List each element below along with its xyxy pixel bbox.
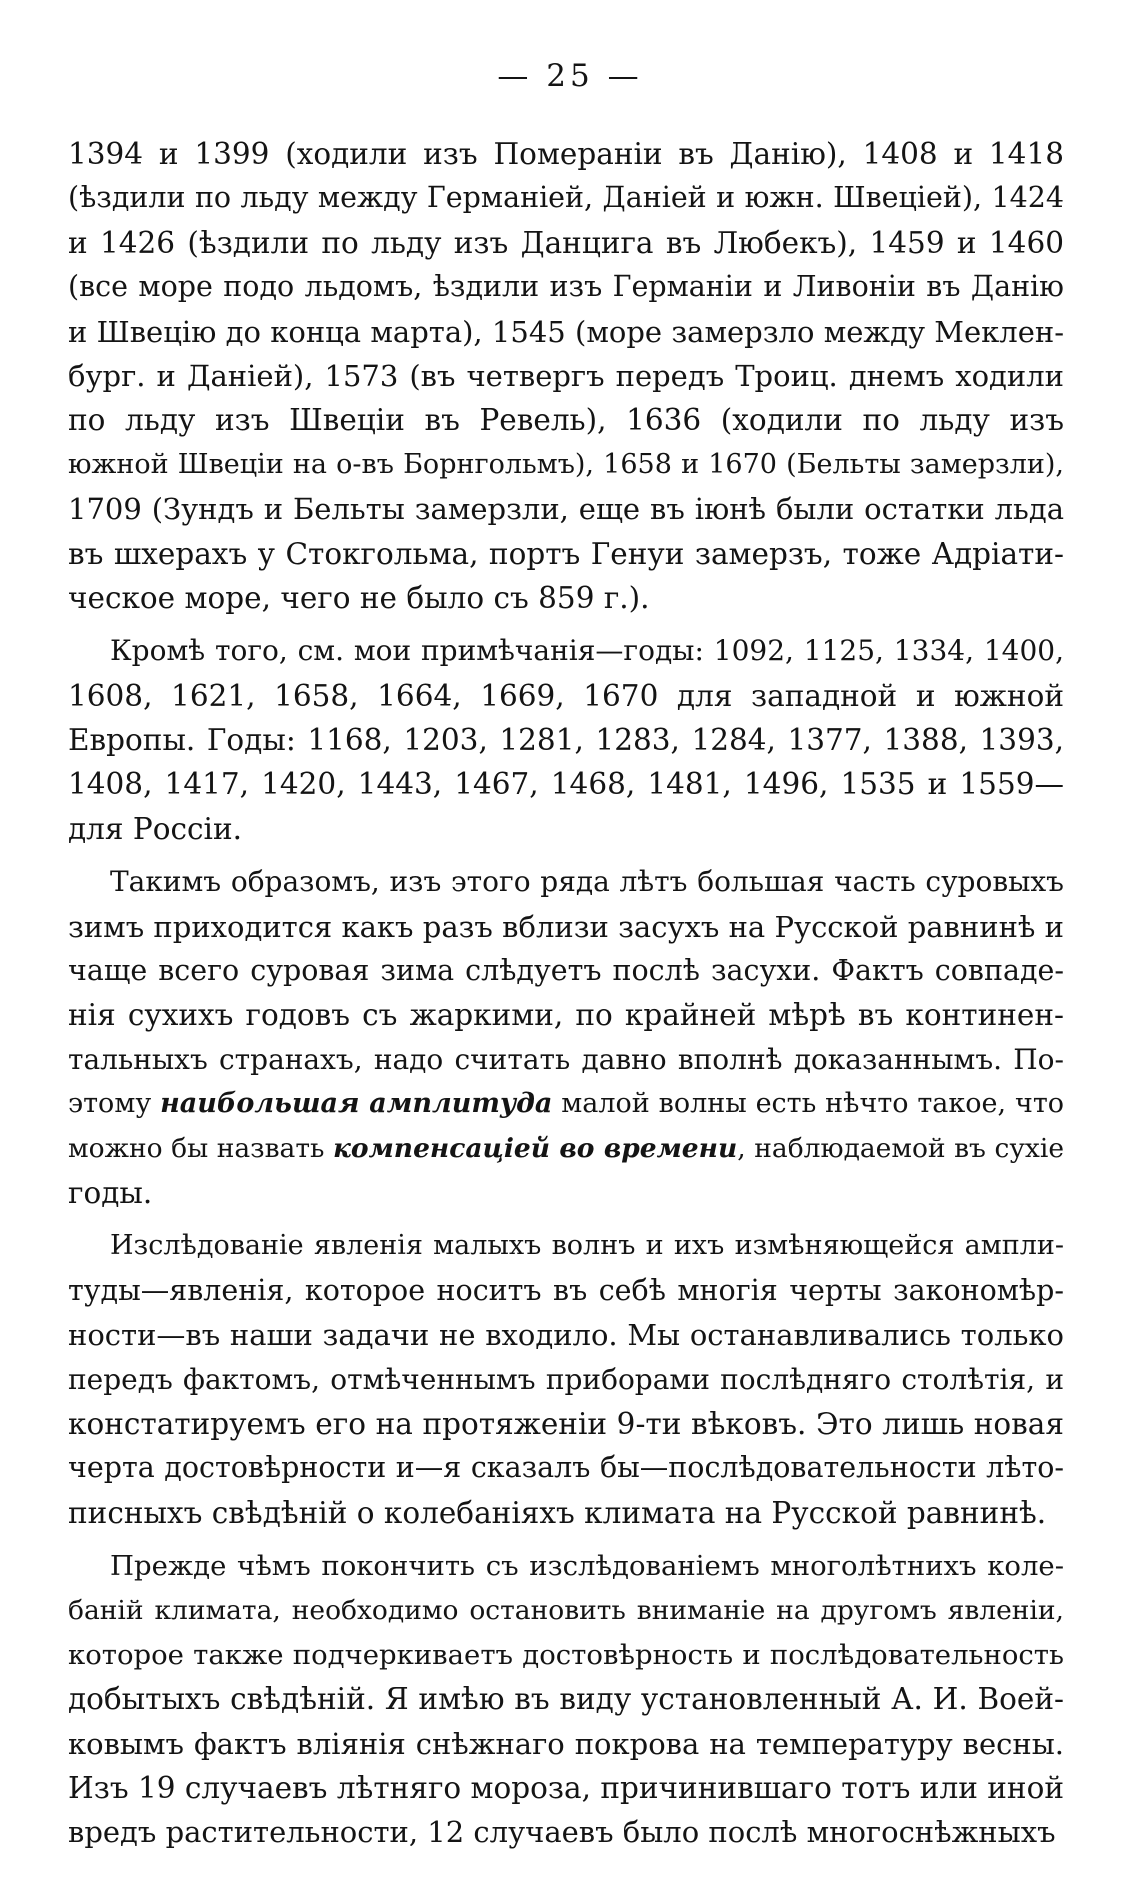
text-segment: черта достовѣрности и—я сказалъ бы—послѣдовательности лѣто- (68, 1451, 1064, 1485)
text-segment: которое также подчеркиваетъ достовѣрность и послѣдовательность (68, 1638, 1064, 1671)
text-segment: ковымъ фактъ вліянія снѣжнаго покрова на температуру весны. (68, 1726, 1064, 1761)
text-line (68, 949, 1064, 993)
text-line (68, 1633, 1064, 1677)
text-segment: нія сухихъ годовъ съ жаркими, по крайней мѣрѣ въ континен- (68, 998, 1064, 1033)
text-segment: вредъ растительности, 12 случаевъ было послѣ многоснѣжныхъ (68, 1815, 1056, 1850)
text-line (68, 1224, 1064, 1268)
body-text (68, 132, 1064, 1864)
text-line (68, 443, 1064, 487)
text-line (68, 1269, 1064, 1313)
text-segment: по льду изъ Швеціи въ Ревель), 1636 (ходили по льду изъ (68, 403, 1064, 438)
text-line (68, 1358, 1064, 1402)
text-line (68, 1127, 1064, 1171)
text-segment: ности—въ наши задачи не входило. Мы останавливались только (68, 1318, 1064, 1353)
text-line (68, 993, 1064, 1037)
text-line (68, 487, 1064, 531)
text-segment: южной Швеціи на о-въ Борнгольмъ), 1658 и 1670 (Бельты замерзли), (68, 448, 1064, 480)
text-line (68, 1766, 1064, 1810)
paragraph (68, 1544, 1064, 1855)
text-segment: констатируемъ его на протяженіи 9-ти вѣковъ. Это лишь новая (68, 1406, 1064, 1441)
paragraph (68, 1224, 1064, 1535)
text-line (68, 1677, 1064, 1721)
text-segment: передъ фактомъ, отмѣченнымъ приборами послѣдняго столѣтія, и (68, 1362, 1064, 1396)
text-line (68, 718, 1064, 762)
text-segment: для Россіи. (68, 811, 243, 846)
text-segment: въ шхерахъ у Стокгольма, портъ Генуи замерзъ, тоже Адріати- (68, 536, 1064, 571)
text-line (68, 398, 1064, 442)
text-segment: добытыхъ свѣдѣній. Я имѣю въ виду установленный А. И. Воей- (68, 1682, 1064, 1717)
text-line (68, 1589, 1064, 1633)
text-line (68, 1171, 1064, 1215)
text-segment: (все море подо льдомъ, ѣздили изъ Германіи и Ливоніи въ Данію (68, 270, 1064, 304)
text-segment: чаще всего суровая зима слѣдуетъ послѣ засухи. Фактъ совпаде- (68, 954, 1064, 988)
text-segment: малой волны есть нѣчто такое, что (552, 1088, 1065, 1120)
text-line (68, 1722, 1064, 1766)
text-line (68, 176, 1064, 220)
text-line (68, 532, 1064, 576)
emphasized-text: наибольшая амплитуда (160, 1088, 553, 1120)
text-segment: можно бы назвать (68, 1132, 333, 1164)
text-segment: и Швецію до конца марта), 1545 (море замерзло между Меклен- (68, 314, 1064, 349)
text-segment: туды—явленія, которое носитъ въ себѣ многія черты закономѣр- (68, 1273, 1064, 1307)
text-line (68, 762, 1064, 806)
text-segment: бург. и Даніей), 1573 (въ четвергъ передъ Троиц. днемъ ходили (68, 358, 1064, 393)
text-line (68, 310, 1064, 354)
text-segment: Такимъ образомъ, изъ этого ряда лѣтъ большая часть суровыхъ (110, 865, 1064, 899)
text-segment: годы. (68, 1175, 153, 1210)
text-segment: баній климата, необходимо остановить вниманіе на другомъ явленіи, (68, 1594, 1064, 1626)
text-line (68, 1038, 1064, 1082)
text-segment: 1408, 1417, 1420, 1443, 1467, 1468, 1481, 1496, 1535 и 1559— (68, 767, 1064, 802)
text-line (68, 674, 1064, 718)
text-segment: , наблюдаемой въ сухіе (737, 1132, 1065, 1164)
text-line (68, 1402, 1064, 1446)
text-line (68, 1544, 1064, 1588)
text-line (68, 629, 1064, 673)
text-segment: 1394 и 1399 (ходили изъ Помераніи въ Данію), 1408 и 1418 (68, 137, 1064, 171)
text-line (68, 354, 1064, 398)
text-line (68, 576, 1064, 620)
text-segment: 1709 (Зундъ и Бельты замерзли, еще въ іюнѣ были остатки льда (68, 492, 1064, 527)
text-segment: Прежде чѣмъ покончить съ изслѣдованіемъ многолѣтнихъ коле- (110, 1550, 1064, 1583)
text-segment: Изслѣдованіе явленія малыхъ волнъ и ихъ измѣняющейся ампли- (110, 1230, 1064, 1262)
paragraph (68, 132, 1064, 620)
text-line (68, 1082, 1064, 1126)
text-line (68, 1313, 1064, 1357)
text-line (68, 807, 1064, 851)
text-line (68, 1491, 1064, 1535)
text-segment: этому (68, 1088, 161, 1120)
emphasized-text: компенсаціей во времени (333, 1132, 738, 1164)
text-segment: Кромѣ того, см. мои примѣчанія—годы: 1092, 1125, 1334, 1400, (110, 634, 1064, 668)
text-line (68, 132, 1064, 176)
text-segment: писныхъ свѣдѣній о колебаніяхъ климата на Русской равнинѣ. (68, 1495, 1047, 1530)
paragraph (68, 629, 1064, 851)
text-segment: Европы. Годы: 1168, 1203, 1281, 1283, 1284, 1377, 1388, 1393, (68, 723, 1064, 758)
text-segment: и 1426 (ѣздили по льду изъ Данцига въ Любекъ), 1459 и 1460 (68, 225, 1064, 260)
text-segment: ческое море, чего не было съ 859 г.). (68, 580, 650, 615)
text-segment: тальныхъ странахъ, надо считать давно вполнѣ доказаннымъ. По- (68, 1042, 1064, 1076)
text-line (68, 221, 1064, 265)
text-segment: 1608, 1621, 1658, 1664, 1669, 1670 для западной и южной (68, 678, 1064, 713)
text-line (68, 1446, 1064, 1490)
paragraph (68, 860, 1064, 1215)
page-number: — 25 — (497, 58, 643, 94)
text-line (68, 860, 1064, 904)
text-segment: Изъ 19 случаевъ лѣтняго мороза, причинившаго тотъ или иной (68, 1771, 1064, 1806)
text-line (68, 265, 1064, 309)
text-line (68, 1810, 1064, 1854)
text-segment: (ѣздили по льду между Германіей, Даніей и южн. Швеціей), 1424 (68, 181, 1064, 215)
text-line (68, 905, 1064, 949)
text-segment: зимъ приходится какъ разъ вблизи засухъ на Русской равнинѣ и (68, 909, 1064, 944)
